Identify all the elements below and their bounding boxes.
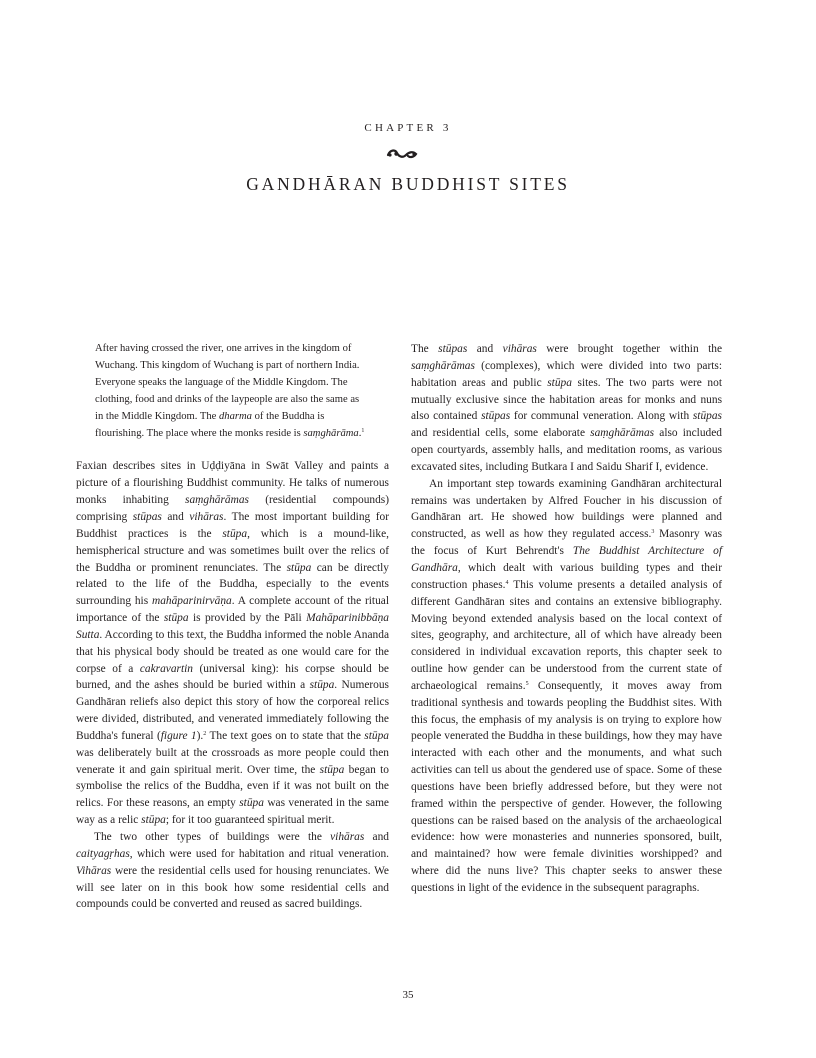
text-run: Consequently, it moves away from traditional synthesis and towards peopling the Buddhist sites. With this focus, the emphasis of my analysis is on trying to explore how people venerated the Buddha in these buildings, how they may have interacted with each other and the monuments, and what such activities can tell us about the gendered use of space. Some of these questions have been briefly addressed before, but they were not framed within the perspective of gender. However, the following questions can be raised based on the analysis of the archaeological evidence: how were monasteries and nunneries sponsored, built, and maintained? how were female divinities worshipped? and where did the nuns live? This chapter seeks to answer these questions in light of the evidence in the subsequent paragraphs. bbox=[411, 679, 722, 894]
text-run: was venerated in the same way as a relic bbox=[76, 797, 389, 827]
text-run: (universal king): his corpse should be burned, and the ashes should be buried within a bbox=[76, 662, 389, 692]
text-run: , which were used for habitation and ritual veneration. bbox=[129, 847, 389, 860]
text-run: . Numerous Gandhāran reliefs also depict this story of how the corporeal relics were divided, distributed, and venerated immediately following the Buddha's funeral ( bbox=[76, 679, 389, 742]
text-run: (residential compounds) comprising bbox=[76, 494, 390, 523]
text-run: (complexes), which were divided into two parts: habitation areas and public bbox=[411, 359, 722, 389]
italic-term: stūpa bbox=[547, 376, 572, 389]
text-run: and residential cells, some elaborate bbox=[411, 427, 591, 440]
text-run: and bbox=[467, 343, 503, 355]
text-run: for communal veneration. Along with bbox=[510, 410, 693, 423]
text-run: . The most important building for Buddhist practices is the bbox=[76, 510, 389, 540]
text-run: and bbox=[161, 510, 190, 523]
fleuron-icon bbox=[386, 146, 418, 162]
text-run: ; for it too guaranteed spiritual merit. bbox=[165, 814, 335, 827]
text-run: were brought together within the bbox=[536, 343, 723, 355]
text-run: . bbox=[358, 427, 362, 439]
italic-term: The Buddhist Architecture of Gandhāra bbox=[411, 545, 723, 574]
text-run: can be directly related to the life of the Buddha, especially to the events surrounding his bbox=[76, 561, 390, 608]
text-run: , which dealt with various building types and their construction phases. bbox=[411, 561, 722, 591]
text-run: . According to this text, the Buddha informed the noble Ananda that his physical body should be treated as one would care for the corpse of a bbox=[76, 628, 389, 675]
italic-term: saṃghārāmas bbox=[185, 494, 249, 507]
italic-term: stūpa bbox=[319, 763, 345, 776]
footnote-marker: 3 bbox=[651, 529, 655, 536]
body-paragraph bbox=[76, 458, 389, 829]
italic-term: stūpas bbox=[481, 410, 511, 423]
text-run: , which is a mound-like, hemispherical structure and was sometimes built over the relics of the Buddha or prominent renunciates. The bbox=[76, 527, 389, 574]
text-run: is provided by the Pāli bbox=[188, 612, 307, 625]
page-number: 35 bbox=[402, 989, 414, 1001]
text-run: Faxian describes sites in Uḍḍiyāna in Swāt Valley and paints a picture of a flourishing Buddhist community. He talks of numerous monks inhabiting bbox=[76, 460, 389, 507]
text-run: sites. The two parts were not mutually exclusive since the habitation areas for monks and nuns also contained bbox=[411, 376, 722, 423]
text-run: and bbox=[364, 831, 390, 843]
italic-term: Mahāparinibbāṇa Sutta bbox=[76, 612, 389, 641]
italic-term: saṃghārāmas bbox=[590, 427, 655, 440]
text-run: The two other types of buildings were the bbox=[94, 831, 331, 843]
italic-term: stūpa bbox=[309, 679, 335, 692]
italic-term: stūpas bbox=[132, 510, 162, 523]
chapter-label: CHAPTER 3 bbox=[364, 122, 452, 134]
italic-term: stūpa bbox=[141, 814, 166, 827]
italic-term: vihāras bbox=[330, 831, 365, 843]
italic-term: saṃghārāma bbox=[303, 427, 359, 439]
italic-term: mahāparinirvāṇa bbox=[151, 595, 232, 608]
italic-term: stūpas bbox=[692, 410, 722, 423]
body-paragraph bbox=[411, 341, 722, 476]
italic-term: stūpas bbox=[438, 343, 468, 355]
text-run: also included open courtyards, assembly halls, and meditation rooms, as various excavated sites, including Butkara I and Saidu Sharif I, evidence. bbox=[411, 427, 722, 473]
italic-term: stūpa bbox=[364, 729, 389, 742]
left-column-body bbox=[76, 458, 389, 913]
text-run: began to symbolise the relics of the Buddha, even if it was not built on the relics. For these reasons, an empty bbox=[76, 763, 389, 810]
footnote-marker: 2 bbox=[203, 730, 207, 737]
italic-term: stūpa bbox=[239, 797, 264, 810]
footnote-marker: 1 bbox=[361, 427, 365, 434]
italic-term: stūpa bbox=[222, 527, 248, 540]
italic-term: cakravartin bbox=[139, 662, 193, 675]
text-run: ). bbox=[196, 729, 204, 742]
italic-term: stūpa bbox=[163, 612, 189, 625]
italic-term: saṃghārāmas bbox=[411, 359, 475, 372]
body-paragraph bbox=[76, 829, 389, 913]
footnote-marker: 4 bbox=[505, 579, 509, 586]
italic-term: dharma bbox=[218, 410, 252, 422]
body-paragraph bbox=[411, 476, 722, 897]
right-column bbox=[411, 341, 722, 897]
right-column-body bbox=[411, 341, 722, 897]
italic-term: caityagṛhas bbox=[76, 847, 130, 860]
text-run: of the Buddha is flourishing. The place where the monks reside is bbox=[95, 410, 325, 439]
italic-term: figure 1 bbox=[160, 729, 197, 742]
text-run: . A complete account of the ritual importance of the bbox=[76, 595, 389, 625]
italic-term: vihāras bbox=[189, 510, 224, 523]
italic-term: stūpa bbox=[286, 561, 312, 574]
text-run: Masonry was the focus of Kurt Behrendt's bbox=[411, 528, 723, 558]
chapter-title: GANDHĀRAN BUDDHIST SITES bbox=[246, 174, 570, 194]
italic-term: vihāras bbox=[502, 343, 537, 355]
text-run: was deliberately built at the crossroads as more people could then venerate it and gain spiritual merit. Over time, the bbox=[76, 746, 389, 776]
epigraph-quote bbox=[95, 341, 370, 442]
text-run: This volume presents a detailed analysis of different Gandhāran sites and contains an extensive bibliography. Moving beyond extended analysis based on the local context of sites, geography, and architecture, all of which have already been considered in individual excavation reports, this chapter seek to outline how gender can be understood from the current state of archaeological remains. bbox=[411, 578, 722, 692]
italic-term: Vihāras bbox=[76, 864, 112, 877]
text-run: After having crossed the river, one arrives in the kingdom of Wuchang. This kingdom of Wuchang is part of northern India. Everyone speaks the language of the Middle Kingdom. The clothing, food and drinks of the laypeople are also the same as in the Middle Kingdom. The bbox=[95, 343, 360, 422]
left-column bbox=[76, 341, 389, 913]
footnote-marker: 5 bbox=[525, 680, 529, 687]
text-run: The bbox=[411, 343, 439, 355]
text-run: were the residential cells used for housing renunciates. We will see later on in this book how some residential cells and compounds could be converted and reused as sacred buildings. bbox=[76, 864, 389, 911]
text-run: An important step towards examining Gandhāran architectural remains was undertaken by Alfred Foucher in his discussion of Gandhāran art. He showed how buildings were planned and constructed, as well as how they regulated access. bbox=[411, 477, 722, 541]
text-run: The text goes on to state that the bbox=[206, 729, 365, 742]
